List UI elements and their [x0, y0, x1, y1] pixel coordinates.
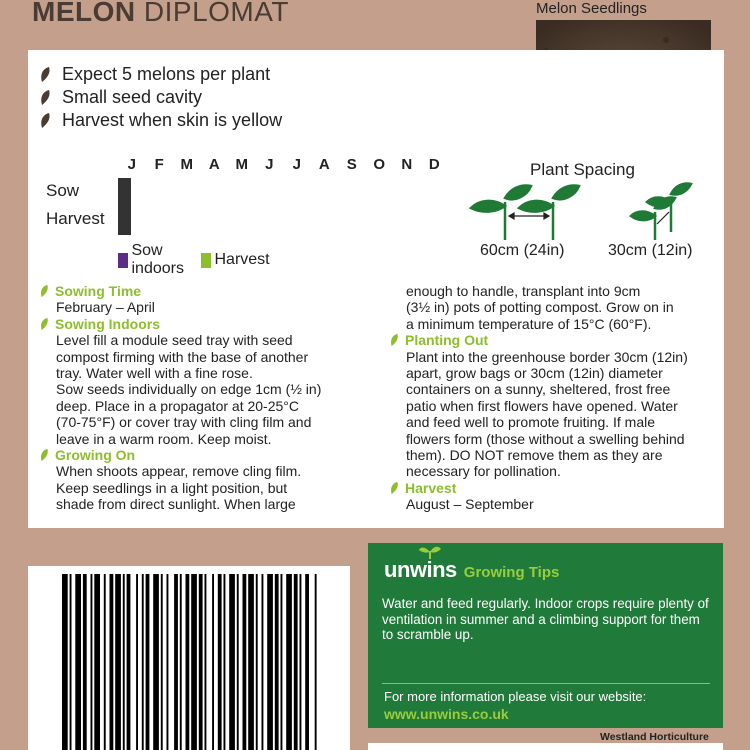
section-heading: [40, 283, 380, 299]
month-label: M: [180, 156, 193, 173]
barcode-bar: [167, 574, 169, 750]
month-label: S: [346, 156, 357, 173]
barcode-bar: [62, 574, 68, 750]
section-heading: [390, 480, 715, 496]
text-line: leave in a warm room. Keep moist.: [56, 430, 272, 447]
bullet-item: [40, 109, 282, 132]
sprout-icon: [419, 545, 441, 559]
heading-sowing-time: Sowing Time: [55, 283, 142, 299]
barcode-bar: [248, 574, 254, 750]
bottom-strip: [368, 743, 723, 750]
website-info: For more information please visit our website:: [384, 689, 647, 704]
barcode-bar: [305, 574, 309, 750]
leaf-icon: [40, 284, 49, 298]
barcode-bar: [123, 574, 125, 750]
barcode-bar: [161, 574, 163, 750]
text-line: February – April: [56, 299, 155, 316]
section-body: [40, 299, 380, 315]
barcode-bar: [281, 574, 283, 750]
month-label: M: [235, 156, 248, 173]
instructions-right: [390, 283, 715, 513]
barcode-bar: [243, 574, 247, 750]
text-line: tray. Water well with a fine rose.: [56, 365, 253, 382]
barcode-bar: [191, 574, 197, 750]
section-body: [40, 463, 380, 512]
row-label-sow: Sow: [46, 181, 80, 200]
barcode-bar: [262, 574, 264, 750]
legend-label-sow: Sow indoors: [131, 242, 184, 277]
barcode-panel: [28, 566, 350, 750]
growing-tips-panel: [368, 543, 723, 728]
barcode-bar: [153, 574, 159, 750]
product-title: [32, 0, 289, 28]
legend-label-harvest: Harvest: [214, 251, 270, 268]
barcode-bar: [104, 574, 106, 750]
barcode-bar: [224, 574, 226, 750]
text-line: (3½ in) pots of potting compost. Grow on in: [406, 299, 674, 316]
text-line: apart, grow bags or 30cm (12in) diameter: [406, 365, 663, 382]
month-label: J: [292, 156, 301, 173]
barcode-bar: [180, 574, 182, 750]
barcode-bar: [294, 574, 298, 750]
barcode-bar: [70, 574, 72, 750]
calendar-row: [119, 207, 131, 235]
text-line: a minimum temperature of 15°C (60°F).: [406, 315, 652, 332]
barcode-bar: [75, 574, 81, 750]
section-heading: [40, 316, 380, 332]
instructions-left: [40, 283, 380, 513]
text-line: them). DO NOT remove them as they are: [406, 447, 663, 464]
barcode-bar: [115, 574, 121, 750]
product-title-rest: DIPLOMAT: [135, 0, 289, 27]
tips-body: Water and feed regularly. Indoor crops require plenty of ventilation in summer and a climbing support for them to scramble up.: [382, 596, 709, 642]
barcode-bar: [142, 574, 144, 750]
text-line: flowers form (those without a swelling behind: [406, 430, 685, 447]
barcode-bar: [91, 574, 93, 750]
calendar-cell: [130, 207, 131, 235]
month-label: F: [154, 156, 164, 173]
barcode-bar: [218, 574, 222, 750]
company-name: Westland Horticulture: [600, 731, 709, 743]
leaf-icon: [40, 448, 49, 462]
text-line: shade from direct sunlight. When large: [56, 496, 296, 513]
tips-heading: Growing Tips: [463, 564, 560, 581]
barcode-bar: [205, 574, 207, 750]
plant-spacing-title: Plant Spacing: [530, 160, 635, 179]
feature-bullets: [40, 63, 282, 132]
section-body: [390, 496, 715, 512]
barcode-bar: [256, 574, 258, 750]
bullet-item: [40, 63, 282, 86]
barcode: [28, 566, 350, 750]
barcode-bar: [212, 574, 214, 750]
text-line: (70-75°F) or cover tray with cling film and: [56, 414, 312, 431]
legend-swatch-sow: [118, 253, 128, 268]
plant-spacing-illustration: [465, 176, 705, 242]
spacing-wide-label: 60cm (24in): [480, 242, 565, 259]
brand-name: unwins: [384, 557, 457, 582]
barcode-bar: [229, 574, 235, 750]
photo-caption: Melon Seedlings: [536, 0, 647, 17]
tips-header: [384, 557, 559, 583]
month-label: D: [428, 156, 440, 173]
month-label: A: [318, 156, 330, 173]
leaf-icon: [390, 333, 399, 347]
barcode-bar: [136, 574, 138, 750]
calendar-grid: [118, 178, 131, 235]
text-line: Level fill a module seed tray with seed: [56, 332, 293, 349]
row-label-harvest: Harvest: [46, 209, 105, 228]
barcode-bar: [83, 574, 87, 750]
calendar-cell: [130, 179, 131, 207]
text-line: compost firming with the base of another: [56, 348, 309, 365]
leaf-icon: [40, 89, 51, 106]
month-label: J: [265, 156, 274, 173]
month-label: A: [208, 156, 220, 173]
bullet-text: Small seed cavity: [62, 87, 203, 107]
section-body: [40, 332, 380, 447]
leaf-icon: [40, 112, 51, 129]
section-heading: [390, 332, 715, 348]
barcode-bar: [300, 574, 302, 750]
website-link[interactable]: www.unwins.co.uk: [384, 706, 509, 722]
month-label: N: [401, 156, 413, 173]
text-line: Keep seedlings in a light position, but: [56, 479, 288, 496]
calendar-legend: [118, 242, 270, 278]
barcode-bar: [174, 574, 178, 750]
text-line: and feed well to promote fruiting. If male: [406, 414, 656, 431]
text-line: August – September: [406, 496, 534, 513]
month-label: O: [373, 156, 386, 173]
text-line: necessary for pollination.: [406, 463, 561, 480]
bullet-text: Expect 5 melons per plant: [62, 64, 271, 84]
leaf-icon: [40, 317, 49, 331]
leaf-icon: [390, 481, 399, 495]
heading-growing-on: Growing On: [55, 447, 136, 464]
text-line: When shoots appear, remove cling film.: [56, 463, 302, 480]
month-header: [118, 156, 448, 173]
barcode-bar: [110, 574, 114, 750]
barcode-bar: [186, 574, 190, 750]
legend-swatch-harvest: [201, 253, 211, 268]
barcode-bar: [286, 574, 292, 750]
barcode-bar: [199, 574, 203, 750]
heading-planting-out: Planting Out: [405, 332, 489, 349]
month-label: J: [127, 156, 136, 173]
barcode-bar: [267, 574, 273, 750]
barcode-bar: [275, 574, 279, 750]
text-line: Plant into the greenhouse border 30cm (12in): [406, 348, 688, 365]
barcode-bar: [315, 574, 317, 750]
heading-harvest: Harvest: [405, 479, 457, 496]
spacing-narrow-label: 30cm (12in): [608, 242, 693, 259]
divider: [382, 683, 710, 684]
barcode-bar: [237, 574, 239, 750]
barcode-bar: [146, 574, 150, 750]
barcode-bar: [127, 574, 131, 750]
text-line: patio when first flowers have opened. Water: [406, 397, 678, 414]
section-body: [390, 349, 715, 480]
product-title-bold: MELON: [32, 0, 136, 27]
barcode-bar: [94, 574, 100, 750]
unwins-logo: [384, 557, 457, 583]
text-line: Sow seeds individually on edge 1cm (½ in): [56, 381, 322, 398]
text-line: containers on a sunny, sheltered, frost free: [406, 381, 671, 398]
heading-sowing-indoors: Sowing Indoors: [55, 315, 160, 332]
bullet-item: [40, 86, 282, 109]
leaf-icon: [40, 66, 51, 83]
text-line: deep. Place in a propagator at 20-25°C: [56, 397, 299, 414]
bullet-text: Harvest when skin is yellow: [62, 110, 283, 130]
calendar-row: [119, 179, 131, 207]
text-line: enough to handle, transplant into 9cm: [406, 283, 641, 299]
section-heading: [40, 447, 380, 463]
section-body: [390, 283, 715, 332]
